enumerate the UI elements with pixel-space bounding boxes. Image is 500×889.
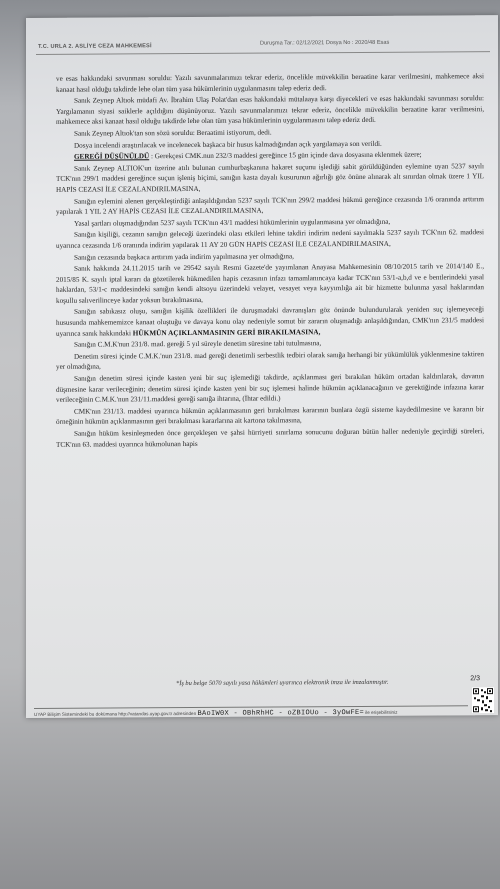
qr-code-icon: [472, 687, 494, 713]
paragraph: Dosya incelendi araştırılacak ve incelenecek başkaca bir husus kalmadığından açık yargılamaya son verildi.: [74, 139, 382, 150]
uyap-footer: [34, 709, 397, 718]
paragraph: Sanığın C.M.K'nun 231/8. mad. gereği 5 yıl süreyle denetim süresine tabi tutulmasına,: [74, 339, 322, 349]
paragraph: Sanığın denetim süresi içinde kasten yeni bir suç işlemediği takdirde, açıklanması geri bırakılan hüküm ortadan kaldırılarak, davanın düşmesine karar verileceğinin; denetim süresi içinde kasten yeni bir suç işlemesi halinde hükmün açıklanacağının ve gerektiğinde infazına karar verileceğinin C.M.K.'nun 231/11.maddesi gereği sanığa ihtarına, (İhtar edildi.): [56, 372, 484, 405]
paragraph: Sanık hakkında 24.11.2015 tarih ve 29542 sayılı Resmi Gazete'de yayımlanan Anayasa Mahkemesinin 08/10/2015 tarih ve 2014/140 E., 2015/85 K. sayılı iptal kararı da gözetilerek hükmedilen hapis cezasının infazı tamamlanıncaya kadar TCK'nın 53/1-a,b,d ve e bentlerindeki yasal haklardan, 53/1-c maddesindeki sanığın kendi altsoyu üzerindeki velayet, vesayet veya kayyımlığa ait bir hizmette bulunma yasal haklarından koşullu salıverilinceye kadar yoksun bırakılmasına,: [56, 262, 484, 305]
verdict-heading: GEREĞİ DÜŞÜNÜLDÜ: [74, 152, 150, 161]
uyap-access-code: BAoIW0X - OBhRhHC - oZBIOUo - 3yOwFE=: [197, 708, 364, 718]
deferral-decision: HÜKMÜN AÇIKLANMASININ GERİ BIRAKILMASINA,: [132, 327, 321, 338]
verdict-intro-text: : Gerekçesi CMK.nun 232/3 maddesi gereğince 15 gün içinde dava dosyasına eklenmek üzere;: [149, 150, 422, 161]
paragraph: Sanığın eylemini alenen gerçekleştirdiği anlaşıldığından 5237 sayılı TCK'nın 299/2 maddesi hükmü gereğince cezasında 1/6 oranında arttırım yapılarak 1 YIL 2 AY HAPİS CEZASI İLE CEZALANDIRILMASINA,: [56, 194, 484, 216]
paragraph: Sanık Zeynep ALTIOK'un üzerine atılı bulunan cumhurbaşkanına hakaret suçunu işlediği sabit görüldüğünden eylemine uyan 5237 sayılı TCK'nın 299/1 maddesi gereğince suçun işleniş biçimi, sanığın kasta dayalı kusurunun ağırlığı göz önüne alınarak alt sınırdan olmak üzere 1 YIL HAPİS CEZASI İLE CEZALANDIRILMASINA,: [56, 161, 484, 194]
paragraph-text: Sanığın sabıkasız oluşu, sanığın kişilik özellikleri ile duruşmadaki davranışları göz önünde bulundurularak yeniden suç işlemeyeceği hususunda mahkememizce kanaat oluştuğu ve davaya konu olay nedeniyle somut bir zararın oluşmadığı anlaşıldığından, CMK'nın 231/5 maddesi uyarınca sanık hakkındaki: [56, 305, 484, 338]
paragraph: Sanık Zeynep Altıok'tan son sözü soruldu: Beraatimi istiyorum, dedi.: [74, 128, 272, 138]
paragraph: [56, 305, 484, 339]
uyap-text: UYAP Bilişim Sistemindeki bu dokümana http://vatandas.uyap.gov.tr adresinden: [34, 710, 197, 717]
paragraph: CMK'nın 231/13. maddesi uyarınca hükmün açıklanmasının geri bırakılması kararının bunlara özgü sisteme kaydedilmesine ve kararın bir örneğinin hükmün açıklanmasının geri bırakılması kararlarına ait kartona takılmasına,: [56, 405, 484, 427]
page-number: 2/3: [470, 675, 480, 683]
paragraph: Sanığın cezasında başkaca arttırım yada indirim yapılmasına yer olmadığına,: [74, 251, 294, 262]
paragraph: Denetim süresi içinde C.M.K.'nun 231/8. mad gereği denetimli serbestlik tedbiri olarak sanığa herhangi bir yükümlülük yüklenmesine taktiren yer olmadığına,: [56, 350, 484, 372]
paragraph: Sanık Zeynep Altıok müdafi Av. İbrahim Ulaş Polat'dan esas hakkındaki mütalaaya karşı diyecekleri ve esas hakkındaki savunması soruldu: Yargılamanın siyasi saiklerle açıldığını düşünüyoruz. Yazılı savunmalarımızı tekrar ederiz, öncelikle müvekkilin beraatine karar verilmesini, mahkemece aksi kanaat hasıl olduğu takdirde lehe olan tüm yasa hükümlerinin uygulanmasını talep ederiz dedi.: [56, 94, 484, 127]
paragraph: Sanığın kişiliği, cezanın sanığın geleceği üzerindeki olası etkileri lehine takdiri indirim nedeni sayılmakla 5237 sayılı TCK'nın 62. maddesi uyarınca cezasında 1/6 oranında indirim yapılarak 11 AY 20 GÜN HAPİS CEZASI İLE CEZALANDIRILMASINA,: [56, 228, 484, 250]
paragraph: Yasal şartları oluşmadığından 5237 sayılı TCK'nın 43/1 maddesi hükümlerinin uygulanmasına yer olmadığına,: [74, 217, 391, 228]
document-body: [56, 71, 484, 451]
uyap-suffix: ile erişebilirsiniz: [365, 709, 398, 715]
e-signature-note: *İş bu belge 5070 sayılı yasa hükümleri uyarınca elektronik imza ile imzalanmıştır.: [176, 678, 389, 688]
court-name: T.C. URLA 2. ASLİYE CEZA MAHKEMESİ: [38, 43, 152, 50]
paragraph: Sanığın hüküm kesinleşmeden önce gerçekleşen ve şahsi hürriyeti sınırlama sonucunu doğuran bütün haller nedeniyle geçirdiği süreleri, TCK'nın 63. maddesi uyarınca hükmolunan hapis: [56, 427, 484, 449]
footer-divider: [34, 705, 468, 709]
paragraph: ve esas hakkındaki savunması soruldu: Yazılı savunmalarımızı tekrar ederiz, öncelikle müvekkilin beraatine karar verilmesini, mahkemece aksi kanaat hasıl olduğu takdirde lehe olan tüm yasa hükümlerinin uygulanmasını talep ederiz dedi.: [56, 72, 484, 94]
hearing-info: Duruşma Tar.: 02/12/2021 Dosya No : 2020/48 Esas: [260, 39, 390, 47]
document-page: [26, 15, 498, 718]
